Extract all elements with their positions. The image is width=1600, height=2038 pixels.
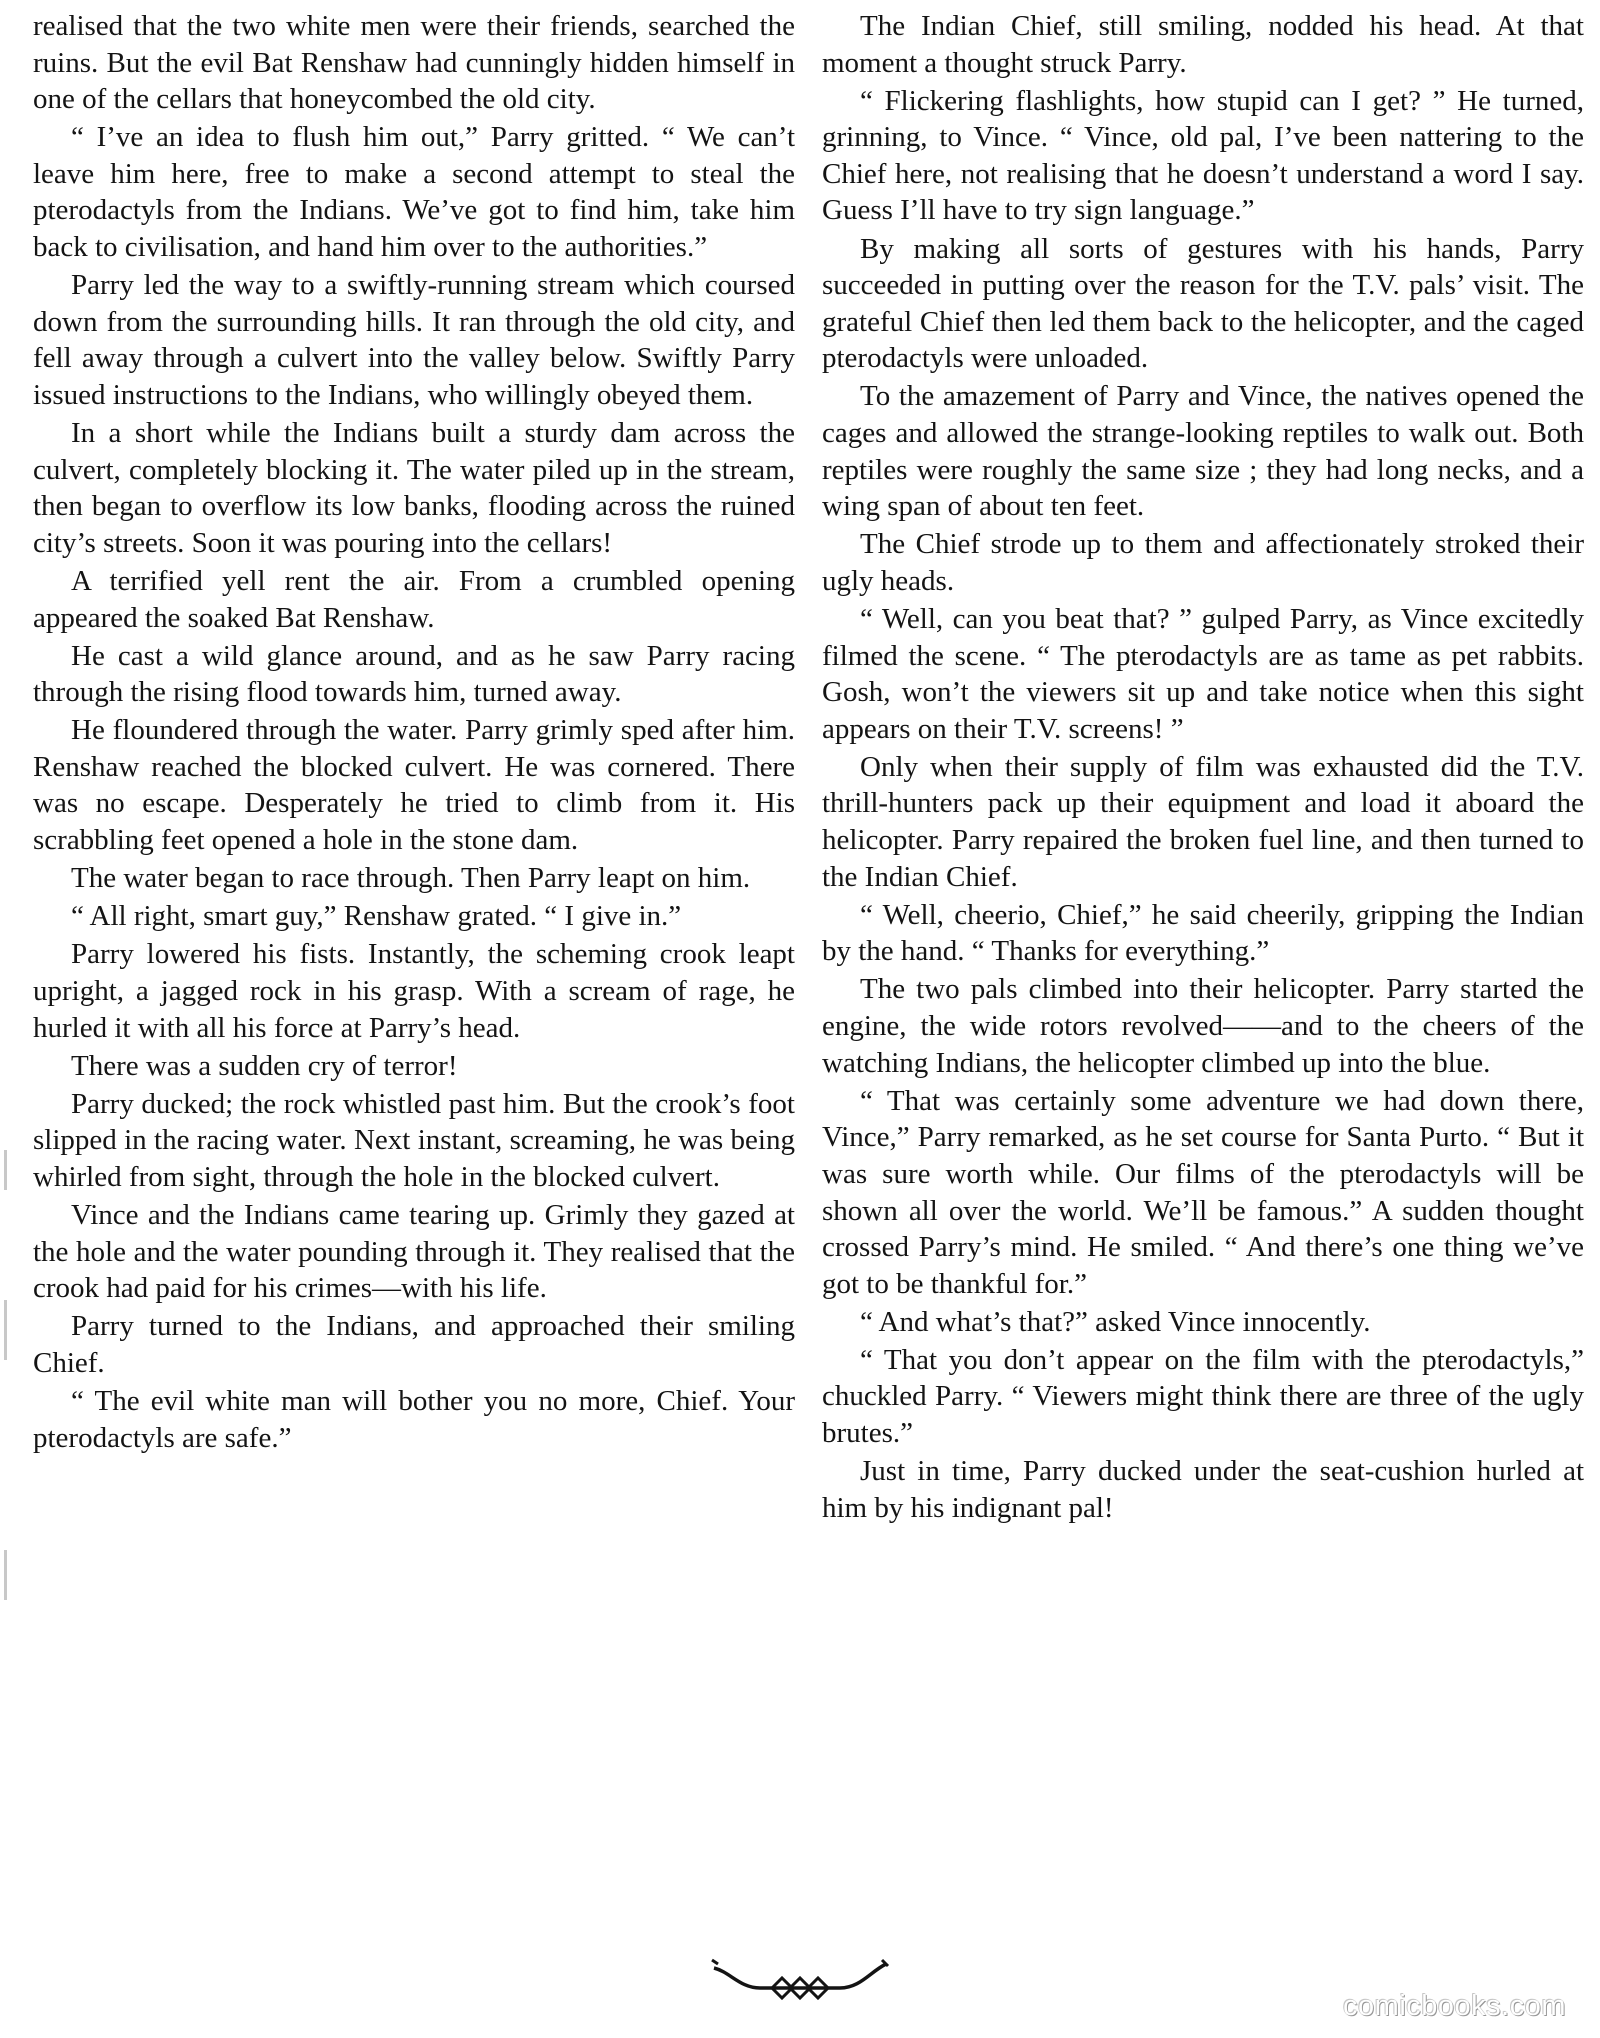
- paragraph: The two pals climbed into their helicopter. Parry started the engine, the wide rotors revolved——and to the cheers of the watching Indians, the helicopter climbed up into the blue.: [822, 973, 1584, 1079]
- paragraph: “ That you don’t appear on the film with the pterodactyls,” chuckled Parry. “ Viewers might think there are three of the ugly brutes.”: [822, 1343, 1584, 1450]
- paragraph: “ That was certainly some adventure we had down there, Vince,” Parry remarked, as he set course for Santa Purto. “ But it was sure worth while. Our films of the pterodactyls will be shown all over the world. We’ll be famous.” A sudden thought crossed Parry’s mind. He smiled. “ And there’s one thing we’ve got to be thankful for.”: [822, 1084, 1584, 1300]
- paragraph: Parry turned to the Indians, and approached their smiling Chief.: [33, 1310, 795, 1379]
- margin-smudge: [4, 1300, 7, 1360]
- margin-smudge: [4, 1550, 7, 1600]
- scroll-divider-ornament-icon: [710, 1958, 890, 2002]
- paragraph: A terrified yell rent the air. From a crumbled opening appeared the soaked Bat Renshaw.: [33, 564, 795, 634]
- paragraph: To the amazement of Parry and Vince, the natives opened the cages and allowed the strange-looking reptiles to walk out. Both reptiles were roughly the same size ; they had long necks, and a wing span of about ten feet.: [822, 380, 1584, 523]
- paragraph: Parry led the way to a swiftly-running stream which coursed down from the surrounding hills. It ran through the old city, and fell away through a culvert into the valley below. Swiftly Parry issued instructions to the Indians, who willingly obeyed them.: [33, 269, 795, 411]
- paragraph: “ And what’s that?” asked Vince innocently.: [860, 1305, 1371, 1338]
- paragraph: In a short while the Indians built a sturdy dam across the culvert, completely blocking it. The water piled up in the stream, then began to overflow its low banks, flooding across the ruined city’s streets. Soon it was pouring into the cellars!: [33, 417, 795, 559]
- paragraph: The Chief strode up to them and affectionately stroked their ugly heads.: [822, 528, 1584, 597]
- paragraph: The Indian Chief, still smiling, nodded his head. At that moment a thought struck Parry.: [822, 10, 1584, 79]
- paragraph: By making all sorts of gestures with his hands, Parry succeeded in putting over the reason for the T.V. pals’ visit. The grateful Chief then led them back to the helicopter, and the caged pterodactyls were unloaded.: [822, 232, 1584, 375]
- right-text-column: [822, 8, 1584, 1528]
- paragraph: “ Well, can you beat that? ” gulped Parry, as Vince excitedly filmed the scene. “ The pterodactyls are as tame as pet rabbits. Gosh, won’t the viewers sit up and take notice when this sight appears on their T.V. screens! ”: [822, 603, 1584, 745]
- paragraph: He floundered through the water. Parry grimly sped after him. Renshaw reached the blocked culvert. He was cornered. There was no escape. Desperately he tried to climb from it. His scrabbling feet opened a hole in the stone dam.: [33, 714, 795, 857]
- paragraph: “ Well, cheerio, Chief,” he said cheerily, gripping the Indian by the hand. “ Thanks for everything.”: [822, 898, 1584, 968]
- paragraph: “ All right, smart guy,” Renshaw grated. “ I give in.”: [71, 900, 682, 933]
- paragraph: “ The evil white man will bother you no more, Chief. Your pterodactyls are safe.”: [33, 1384, 795, 1454]
- margin-smudge: [4, 1150, 7, 1190]
- paragraph: Vince and the Indians came tearing up. Grimly they gazed at the hole and the water pounding through it. They realised that the crook had paid for his crimes—with his life.: [33, 1199, 795, 1305]
- paragraph: realised that the two white men were their friends, searched the ruins. But the evil Bat Renshaw had cunningly hidden himself in one of the cellars that honeycombed the old city.: [33, 10, 795, 116]
- paragraph: “ I’ve an idea to flush him out,” Parry gritted. “ We can’t leave him here, free to make a second attempt to steal the pterodactyls from the Indians. We’ve got to find him, take him back to civilisation, and hand him over to the authorities.”: [33, 121, 795, 264]
- paragraph: There was a sudden cry of terror!: [71, 1049, 458, 1082]
- watermark: comicbooks.com: [1343, 1990, 1566, 2022]
- paragraph: Only when their supply of film was exhausted did the T.V. thrill-hunters pack up their equipment and load it aboard the helicopter. Parry repaired the broken fuel line, and then turned to the Indian Chief.: [822, 750, 1584, 893]
- paragraph: Parry lowered his fists. Instantly, the scheming crook leapt upright, a jagged rock in his grasp. With a scream of rage, he hurled it with all his force at Parry’s head.: [33, 938, 795, 1044]
- paragraph: He cast a wild glance around, and as he saw Parry racing through the rising flood towards him, turned away.: [33, 639, 795, 709]
- paragraph: Parry ducked; the rock whistled past him. But the crook’s foot slipped in the racing water. Next instant, screaming, he was being whirled from sight, through the hole in the blocked culvert.: [33, 1087, 795, 1193]
- paragraph: The water began to race through. Then Parry leapt on him.: [71, 862, 751, 895]
- left-text-column: [33, 8, 795, 1458]
- paragraph: Just in time, Parry ducked under the seat-cushion hurled at him by his indignant pal!: [822, 1455, 1584, 1524]
- paragraph: “ Flickering flashlights, how stupid can I get? ” He turned, grinning, to Vince. “ Vince, old pal, I’ve been nattering to the Chief here, not realising that he doesn’t understand a word I say. Guess I’ll have to try sign language.”: [822, 84, 1584, 227]
